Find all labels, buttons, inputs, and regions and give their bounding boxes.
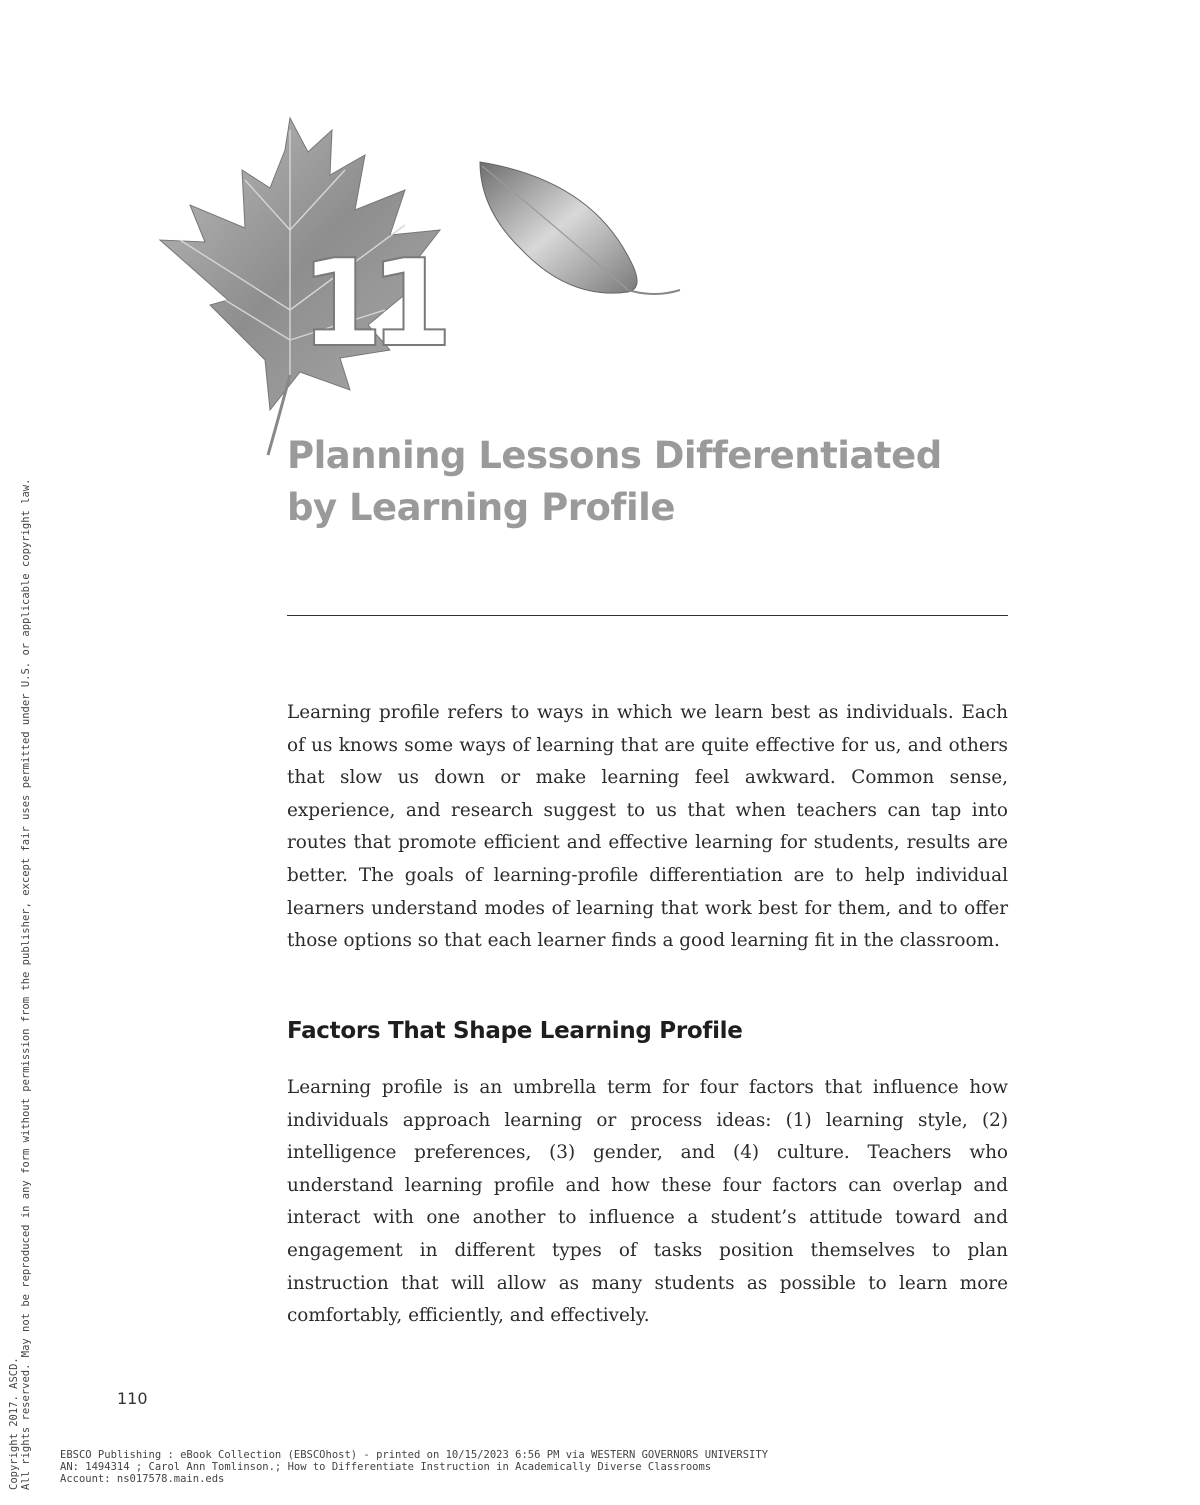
copyright-line2: All rights reserved. May not be reproduced in any form without permission from the publisher, except fair uses permitted under U.S. or applicable copyright law. <box>20 478 32 1490</box>
section-paragraph: Learning profile is an umbrella term for four factors that influence how individuals approach learning or process ideas: (1) learning style, (2) intelligence preferences, (3) gender, and (4) culture. Teachers who understand learning profile and how these four factors can overlap and interact with one another to influence a student’s attitude toward and engagement in different types of tasks position themselves to plan instruction that will allow as many students as possible to learn more comfortably, efficiently, and effectively. <box>287 1077 1008 1327</box>
footer-line1: EBSCO Publishing : eBook Collection (EBSCOhost) - printed on 10/15/2023 6:56 PM via WESTERN GOVERNORS UNIVERSITY <box>60 1449 769 1461</box>
copyright-line1: Copyright 2017. ASCD. <box>8 1357 20 1490</box>
intro-paragraph: Learning profile refers to ways in which we learn best as individuals. Each of us knows some ways of learning that are quite effective for us, and others that slow us down or make learning feel awkward. Common sense, experience, and research suggest to us that when teachers can tap into routes that promote efficient and effective learning for students, results are better. The goals of learning-profile differentiation are to help individual learners understand modes of learning that work best for them, and to offer those options so that each learner finds a good learning fit in the classroom. <box>287 702 1008 952</box>
footer-line2: AN: 1494314 ; Carol Ann Tomlinson.; How to Differentiate Instruction in Academically Diverse Classrooms <box>60 1461 712 1473</box>
ebsco-footer <box>60 1449 768 1485</box>
birch-leaf-image <box>480 162 680 294</box>
chapter-title-line1: Planning Lessons Differentiated <box>287 434 942 477</box>
chapter-title-line2: by Learning Profile <box>287 486 675 529</box>
chapter-title <box>287 430 987 534</box>
footer-line3: Account: ns017578.main.eds <box>60 1473 225 1485</box>
section-heading: Factors That Shape Learning Profile <box>287 1018 743 1044</box>
title-divider <box>287 615 1008 616</box>
chapter-number: 11 <box>300 235 439 374</box>
copyright-notice <box>8 0 32 1490</box>
page-number: 110 <box>117 1389 148 1408</box>
